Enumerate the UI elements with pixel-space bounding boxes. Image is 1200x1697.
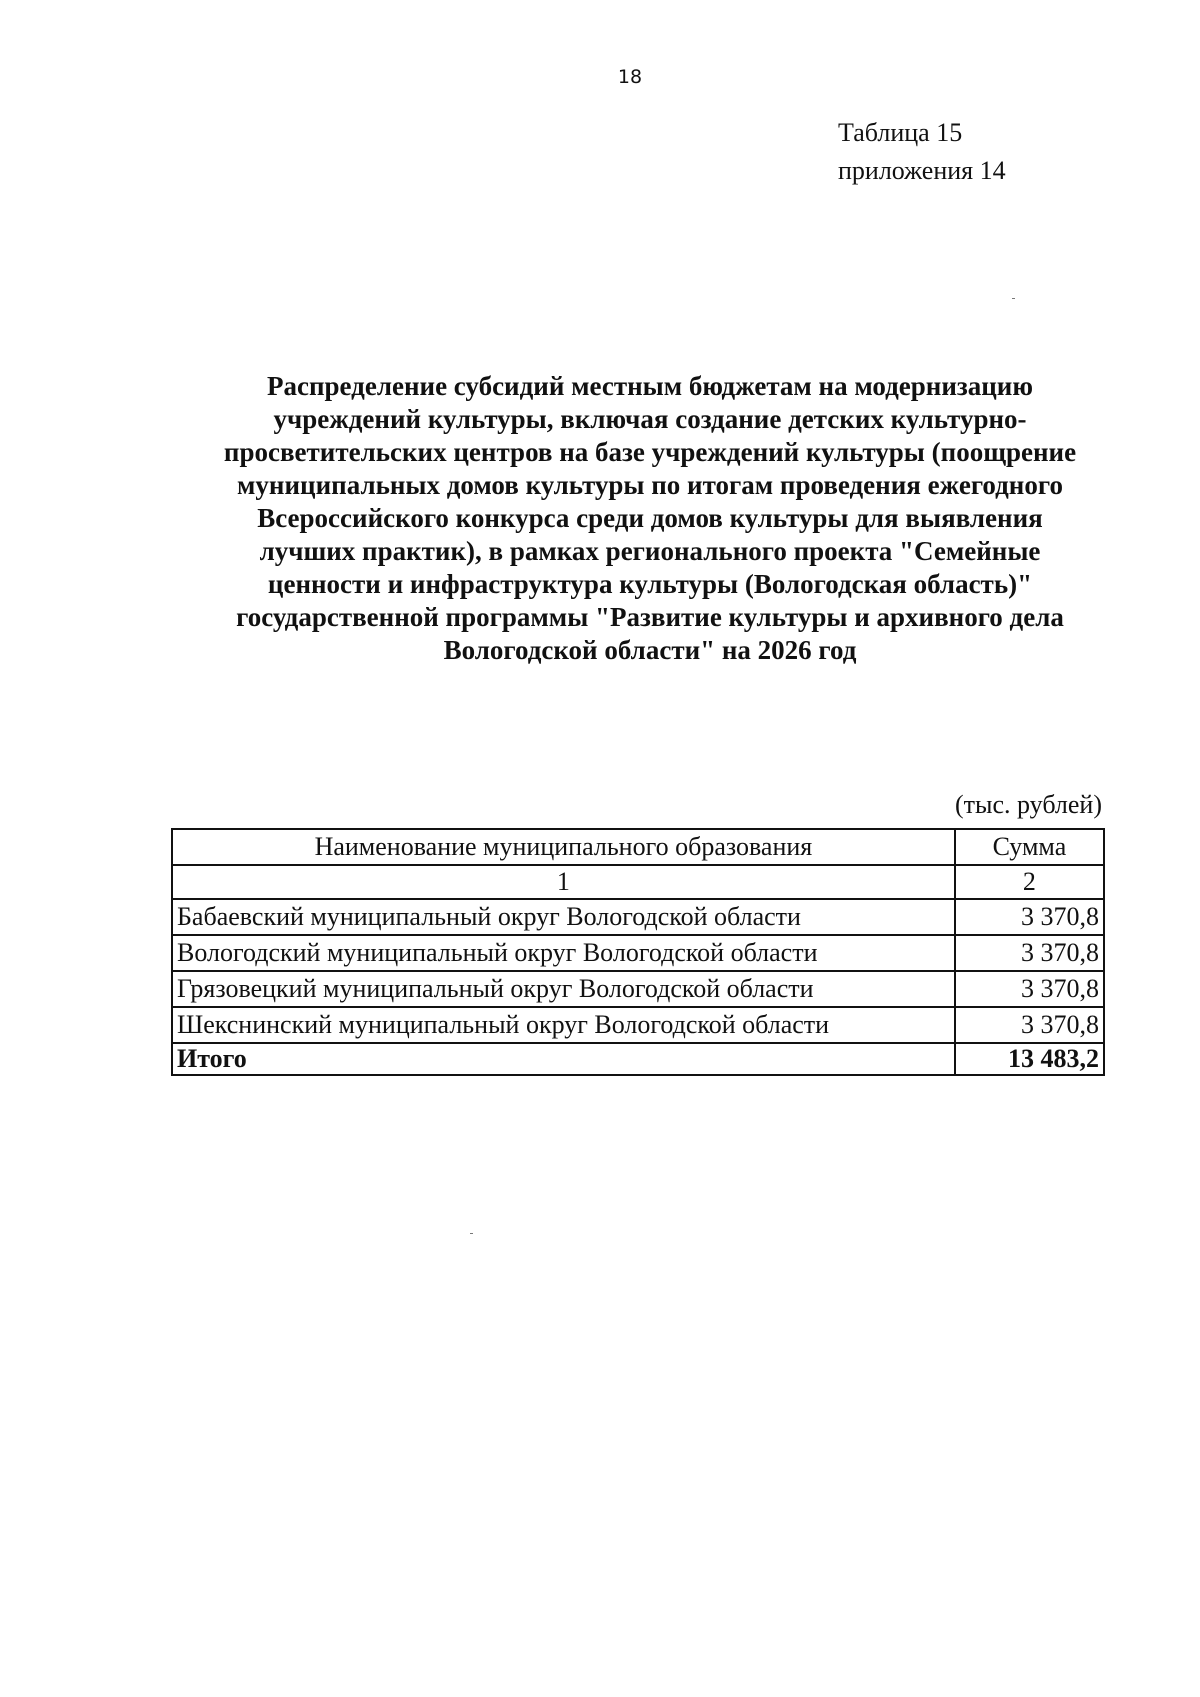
total-row: [172, 1043, 1104, 1075]
title-line: учреждений культуры, включая создание детских культурно-: [273, 404, 1027, 434]
subsidy-sum: 3 370,8: [955, 935, 1104, 971]
title-line: Вологодской области" на 2026 год: [443, 635, 857, 665]
total-label: Итого: [172, 1043, 955, 1075]
table-header-row: [172, 829, 1104, 865]
title-line: Всероссийского конкурса среди домов культуры для выявления: [257, 503, 1043, 533]
column-number: 2: [955, 865, 1104, 899]
municipality-name: Бабаевский муниципальный округ Вологодской области: [172, 899, 955, 935]
page-number: 18: [617, 66, 643, 88]
title-line: Распределение субсидий местным бюджетам на модернизацию: [267, 371, 1033, 401]
table-row: [172, 971, 1104, 1007]
subsidy-sum: 3 370,8: [955, 1007, 1104, 1043]
title-line: муниципальных домов культуры по итогам проведения ежегодного: [237, 470, 1063, 500]
document-title: [170, 370, 1130, 667]
table-row: [172, 935, 1104, 971]
municipality-name: Грязовецкий муниципальный округ Вологодской области: [172, 971, 955, 1007]
header-sum: Сумма: [955, 829, 1104, 865]
subsidy-sum: 3 370,8: [955, 899, 1104, 935]
table-reference: [838, 114, 1006, 190]
title-line: лучших практик), в рамках регионального проекта "Семейные: [259, 536, 1041, 566]
subsidy-sum: 3 370,8: [955, 971, 1104, 1007]
title-line: просветительских центров на базе учреждений культуры (поощрение: [223, 437, 1077, 467]
scan-speck: [470, 1233, 473, 1234]
table-row: [172, 899, 1104, 935]
table-reference-appendix: приложения 14: [838, 156, 1006, 185]
table-row: [172, 1007, 1104, 1043]
table-reference-number: Таблица 15: [838, 118, 963, 147]
header-municipality: Наименование муниципального образования: [172, 829, 955, 865]
column-number-row: [172, 865, 1104, 899]
units-label: (тыс. рублей): [954, 790, 1102, 819]
scan-speck: [1012, 298, 1015, 299]
title-line: государственной программы "Развитие культуры и архивного дела: [236, 602, 1064, 632]
municipality-name: Вологодский муниципальный округ Вологодской области: [172, 935, 955, 971]
title-line: ценности и инфраструктура культуры (Вологодская область)": [267, 569, 1033, 599]
municipality-name: Шекснинский муниципальный округ Вологодской области: [172, 1007, 955, 1043]
distribution-table: [171, 828, 1105, 1076]
column-number: 1: [172, 865, 955, 899]
total-sum: 13 483,2: [955, 1043, 1104, 1075]
